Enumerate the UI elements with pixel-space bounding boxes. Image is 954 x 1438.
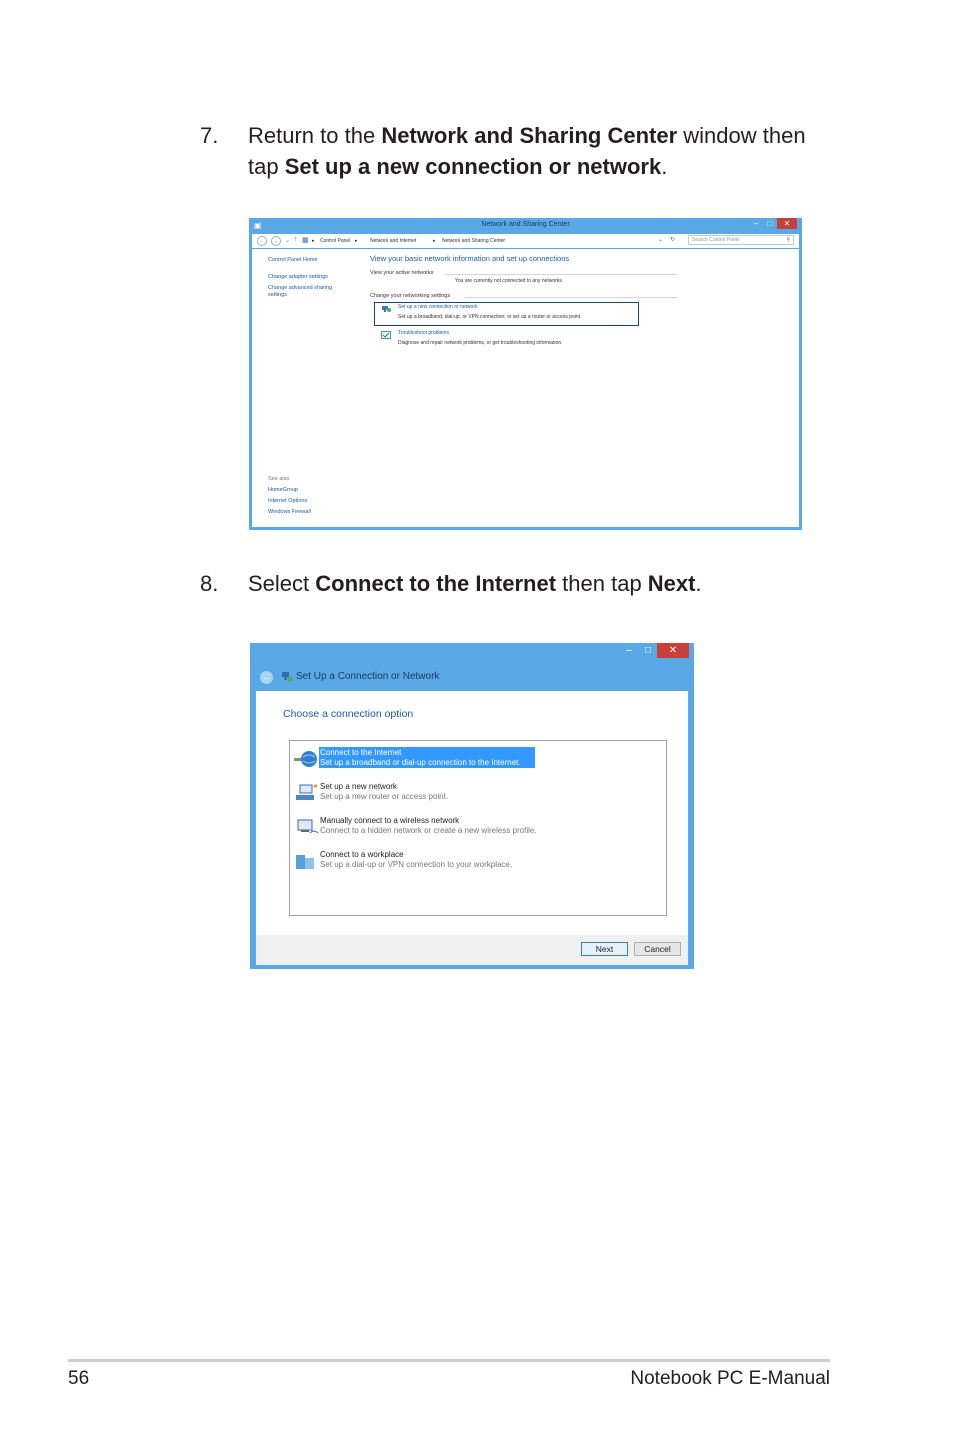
breadcrumb-item[interactable]: Control Panel bbox=[320, 238, 351, 244]
step-text: Select Connect to the Internet then tap Next. bbox=[248, 571, 702, 596]
option-title: Set up a new network bbox=[320, 782, 397, 791]
close-button[interactable]: ✕ bbox=[777, 218, 797, 229]
divider bbox=[445, 274, 677, 275]
page-number: 56 bbox=[68, 1368, 90, 1389]
step-text: Return to the Network and Sharing Center window then tap Set up a new connection or network. bbox=[248, 123, 806, 179]
footer-divider bbox=[68, 1359, 830, 1362]
cancel-button[interactable]: Cancel bbox=[634, 942, 681, 956]
sidebar-item-internet-options[interactable]: Internet Options bbox=[268, 498, 308, 504]
back-arrow-icon[interactable]: ← bbox=[259, 238, 265, 244]
page-heading: View your basic network information and set up connections bbox=[370, 254, 570, 263]
option-title: Manually connect to a wireless network bbox=[320, 816, 460, 825]
globe-icon bbox=[294, 749, 318, 769]
connection-option-list bbox=[289, 740, 667, 916]
title-bar bbox=[249, 218, 802, 232]
step-7 bbox=[200, 120, 820, 182]
breadcrumb-separator-icon: ▸ bbox=[433, 238, 436, 244]
sidebar-item-homegroup[interactable]: HomeGroup bbox=[268, 487, 298, 493]
minimize-button[interactable]: – bbox=[753, 219, 759, 228]
active-networks-status: You are currently not connected to any networks. bbox=[455, 278, 564, 284]
sidebar-item-firewall[interactable]: Windows Firewall bbox=[268, 509, 311, 515]
bold-term: Network and Sharing Center bbox=[381, 123, 678, 148]
option-desc: Connect to a hidden network or create a new wireless profile. bbox=[320, 826, 537, 835]
network-sharing-center-window bbox=[249, 218, 802, 530]
next-button[interactable]: Next bbox=[581, 942, 628, 956]
option-desc: Set up a dial-up or VPN connection to your workplace. bbox=[320, 860, 513, 869]
list-item[interactable] bbox=[293, 781, 663, 803]
refresh-icon[interactable]: ↻ bbox=[670, 237, 676, 243]
bold-term: Connect to the Internet bbox=[315, 571, 557, 596]
window-title: Network and Sharing Center bbox=[481, 221, 570, 228]
forward-arrow-icon[interactable]: → bbox=[273, 238, 279, 244]
network-setup-icon bbox=[381, 305, 391, 313]
wizard-footer bbox=[256, 935, 688, 965]
main-content bbox=[252, 249, 799, 527]
troubleshoot-icon bbox=[381, 331, 391, 339]
connection-wizard-window bbox=[250, 643, 694, 969]
setup-connection-desc: Set up a broadband, dial-up, or VPN connection; or set up a router or access point. bbox=[398, 314, 582, 320]
bold-term: Set up a new connection or network bbox=[284, 154, 662, 179]
page-heading: Choose a connection option bbox=[283, 708, 414, 720]
active-networks-label: View your active networks bbox=[370, 270, 434, 276]
option-desc: Set up a broadband or dial-up connection to the Internet. bbox=[320, 758, 521, 767]
router-icon bbox=[294, 783, 318, 803]
minimize-button[interactable]: – bbox=[626, 645, 632, 656]
magnifier-icon[interactable]: ⚲ bbox=[786, 237, 790, 243]
address-bar bbox=[252, 234, 799, 248]
close-button[interactable]: ✕ bbox=[657, 643, 689, 658]
workplace-icon bbox=[294, 851, 318, 871]
bold-term: Next bbox=[647, 571, 696, 596]
wireless-icon bbox=[294, 817, 318, 837]
setup-connection-link[interactable]: Set up a new connection or network bbox=[398, 304, 478, 310]
breadcrumb bbox=[312, 238, 662, 247]
search-placeholder: Search Control Panel bbox=[692, 237, 740, 243]
maximize-button[interactable]: □ bbox=[644, 645, 652, 656]
option-title: Connect to a workplace bbox=[320, 850, 404, 859]
see-also-label: See also bbox=[268, 476, 290, 482]
wizard-content bbox=[256, 691, 688, 935]
back-arrow-icon[interactable]: ← bbox=[262, 672, 271, 682]
option-title: Connect to the Internet bbox=[320, 748, 402, 757]
network-icon: ▣ bbox=[254, 221, 262, 230]
list-item[interactable] bbox=[293, 849, 663, 871]
troubleshoot-desc: Diagnose and repair network problems, or get troubleshooting information. bbox=[398, 340, 563, 346]
option-desc: Set up a new router or access point. bbox=[320, 792, 449, 801]
breadcrumb-separator-icon: ▸ bbox=[312, 238, 315, 244]
list-item[interactable] bbox=[293, 747, 663, 769]
sidebar-item-home[interactable]: Control Panel Home bbox=[268, 257, 318, 263]
manual-title: Notebook PC E-Manual bbox=[630, 1368, 830, 1389]
address-controls bbox=[656, 235, 684, 246]
change-settings-label: Change your networking settings bbox=[370, 293, 451, 299]
step-number: 8. bbox=[200, 571, 219, 596]
network-icon bbox=[281, 671, 293, 683]
step-number: 7. bbox=[200, 123, 219, 148]
breadcrumb-item[interactable]: Network and Internet bbox=[370, 238, 417, 244]
sidebar-item-advanced[interactable]: Change advanced sharing settings bbox=[268, 285, 333, 298]
breadcrumb-separator-icon: ▸ bbox=[355, 238, 358, 244]
search-input[interactable] bbox=[688, 235, 794, 245]
maximize-button[interactable]: □ bbox=[767, 219, 773, 228]
list-item[interactable] bbox=[293, 815, 663, 837]
breadcrumb-item[interactable]: Network and Sharing Center bbox=[442, 238, 506, 244]
up-arrow-icon[interactable]: ↑ bbox=[294, 236, 298, 243]
sidebar-item-adapter[interactable]: Change adapter settings bbox=[268, 274, 328, 280]
chevron-down-icon[interactable]: ⌄ bbox=[285, 238, 291, 244]
control-panel-icon: ▦ bbox=[302, 237, 309, 244]
chevron-down-icon[interactable]: ⌄ bbox=[658, 237, 664, 243]
divider bbox=[465, 297, 677, 298]
step-8 bbox=[200, 568, 820, 599]
window-title: Set Up a Connection or Network bbox=[296, 671, 440, 682]
troubleshoot-link[interactable]: Troubleshoot problems bbox=[398, 330, 449, 336]
